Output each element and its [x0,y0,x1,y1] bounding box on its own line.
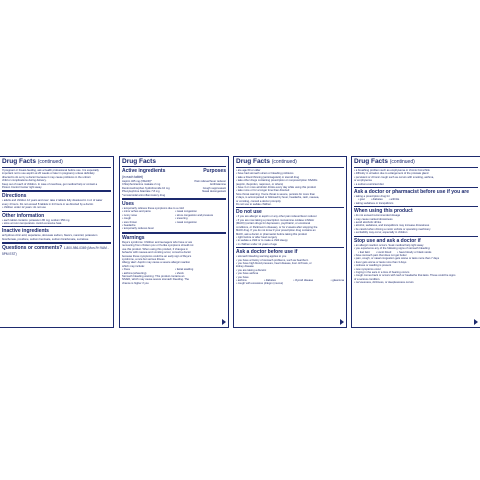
text-line: Poison Control Center right away. [2,186,42,190]
other-information-list [2,219,111,226]
list-item: • ringing in the ears or a loss of hearing occurs [354,270,410,274]
list-item: • new symptoms occur [354,267,381,271]
list-item: • adults and children 12 years and over: take 2 tablets fully dissolved in 4 oz of water [2,199,103,203]
drug-facts-panel-1 [0,156,114,328]
panel-title: Drug Facts (continued) [236,158,344,168]
list-item: or emphysema [354,179,372,183]
list-item: • be careful when driving a motor vehicle or operating machinery [354,227,431,231]
list-item: • minor aches and pains [122,210,151,214]
list-item: • a sodium-restricted diet [354,182,384,186]
list-item: • store at room temperature. Avoid excessive heat. [2,222,63,226]
allergy-list [122,268,226,275]
list-item: • sore throat [122,220,137,224]
stop-use-heading: Stop use and ask a doctor if [354,236,478,244]
stop-use-more [354,254,478,285]
ingredient-name: Dextromethorphan hydrobromide 10 mg [122,186,170,190]
drug-facts-label-strip [0,156,480,328]
inactive-ingredients-heading: Inactive ingredients [2,228,49,235]
active-ingredients-list [122,180,226,194]
drug-facts-panel-2 [119,156,229,328]
arrow-right-icon [474,319,478,325]
list-item: • fever gets worse or lasts more than 3 days [354,260,407,264]
uses-list [122,210,226,227]
questions-phone: 1-800-986-0369 (Mon-Fri 9AM - 5PM EST) [2,246,109,257]
list-item: • you are taking a diuretic [236,268,267,272]
list-item: • vomit blood [375,250,392,254]
text-line: anhydrous citric acid, aspartame, docusate sodium, flavors, mannitol, potassium [2,234,98,238]
list-item: • persistent or chronic cough such as occurs with smoking, asthma, [354,175,434,179]
text-line: behavior with nausea and vomiting occur, consult a doctor [122,251,192,255]
list-item: • right before or after heart surgery [236,235,278,239]
text-line: Keep out of reach of children. In case of overdose, get medical help or contact a [2,182,98,186]
when-using-list [354,214,478,234]
list-item: • may cause marked drowsiness [354,217,393,221]
list-item: • children under 12 years: do not use [2,206,46,210]
text-line: syndrome, a rare but serious illness. [122,257,166,261]
ask-doctor-heading: Ask a doctor before use if [236,247,344,255]
list-item: • stomach bleeding warning applies to you [236,255,287,259]
ingredient-name: Chlorpheniramine maleate 2 mg [122,183,161,187]
questions-section [2,242,111,257]
list-item: • runny nose [122,213,137,217]
do-not-use-list [236,215,344,246]
list-item: MAOI drug. If you do not know if your prescription drug contains an [236,229,316,233]
arrow-right-icon [340,319,344,325]
list-item: • you have asthma [236,272,259,276]
text-line: • take a blood thinning (anticoagulant) or steroid drug [236,175,300,179]
text-line: or vomiting, consult a doctor promptly. [236,199,282,203]
directions-list [2,199,111,209]
panel-title: Drug Facts (continued) [2,158,111,168]
text-line: because these symptoms could be an early sign of Reye's [122,254,192,258]
ingredient-name: Aspirin 325 mg (NSAID)* [122,180,152,183]
list-item: • pain, cough, or nasal congestion gets worse or lasts more than 7 days [354,257,440,261]
directions-heading: Directions [2,190,111,199]
text-line: chance is higher if you [122,281,149,285]
list-item: • nasal congestion [175,220,197,224]
list-item: • avoid alcoholic drinks [354,221,382,225]
list-item: kidney disease [236,265,254,269]
ingredient-purpose: Pain reliever/fever reducer [194,180,226,183]
text-line: Allergy alert: Aspirin may cause a severe allergic reaction [122,261,191,265]
text-line: • have had stomach ulcers or bleeding problems [236,172,294,176]
list-item: • asthma [236,278,247,282]
list-item: • if you are allergic to aspirin or any other pain reliever/fever reducer [236,215,317,219]
list-item: • you have a history of stomach problems, such as heartburn [236,258,309,262]
other-information-heading: Other information [2,211,111,219]
nsaid-footnote: *nonsteroidal anti-inflammatory drug [122,193,166,197]
stomach-bleeding-warning [122,275,226,285]
stop-use-list [354,244,478,251]
list-item: • to sedate a child or to make a child sleepy [236,239,288,243]
text-line: • take more or for a longer time than directed [236,189,290,193]
list-item: • you experience any of the following signs of stomach bleeding: [354,247,431,251]
list-item: • nasal congestion [175,210,197,214]
list-item: • thyroid disease [293,278,314,282]
list-item: • diabetes [370,198,383,202]
uses-intro: • temporarily relieves these symptoms due to a cold: [122,207,185,211]
warnings-text [122,241,226,268]
text-line: directed to do so by a doctor because it may cause problems in the unborn [2,175,91,179]
inactive-ingredients-list [2,234,111,241]
text-line: child or complications during delivery. [2,179,47,183]
uses-fever: • temporarily reduces fever [122,227,155,231]
list-item: • each tablet contains: potassium 80 mg; sodium 356 mg [2,218,70,222]
list-item: • cough [122,217,132,221]
arrow-right-icon [222,319,226,325]
ask-pharmacist-heading: Ask a doctor or pharmacist before use if you are [354,187,478,195]
list-item: • sneezing [175,217,188,221]
panel-title: Drug Facts [122,158,226,167]
ask-pharmacist-last: • taking sedatives or tranquilizers [354,201,394,205]
list-item: • alcohol, sedatives, and tranquilizers may increase drowsiness [354,224,430,228]
text-line: Do not use to sedate children. [236,203,272,207]
list-item: • you have high blood pressure, heart disease, liver cirrhosis, or [236,261,312,265]
list-item: every 4 hours. Do not exceed 8 tablets in 24 hours or as directed by a doctor. [2,202,94,206]
list-item: • gout [358,198,365,202]
list-item: • cough comes back or occurs with rash or headache that lasts. These could be signs [354,274,456,278]
text-line: NSAID, which may cause severe stomach bleeding. The [122,278,190,282]
list-item: • an allergic reaction occurs. Seek medical help right away. [354,243,424,247]
text-line: important not to use aspirin at 20 weeks or later in pregnancy unless definitely [2,172,95,176]
active-ingredients-heading: Purposes Active ingredients (in each tablet) [122,168,226,179]
list-item: • facial swelling [175,268,194,272]
list-item: • feel faint [358,250,370,254]
text-line: bicarbonate, povidone, sodium benzoate, sodium bicarbonate, sucralose [2,237,89,241]
ask-doctor-continued [354,169,478,186]
list-item: MAOI, ask a doctor or pharmacist before taking this product [236,232,307,236]
list-item: • have stomach pain that does not get better [354,253,407,257]
list-item: (MAOI) (certain drugs for depression, psychiatric, or emotional [236,222,311,226]
list-item: • a breathing problem such as emphysema or chronic bronchitis [354,169,430,172]
ingredient-purpose: Antihistamine [209,183,226,187]
list-item: • headache [122,224,136,228]
ingredient-name: Phenylephrine bitartrate 7.8 mg [122,190,160,194]
list-item: • if you are now taking a prescription monoamine oxidase inhibitor [236,218,315,222]
text-line: If pregnant or breast-feeding, ask a health professional before use. It is especially [2,169,99,172]
text-line: recovering from chicken pox or flu-like symptoms should not [122,244,194,248]
text-line: use this product. When using this product, if changes in [122,247,188,251]
list-item: of a serious condition. [354,277,381,281]
list-item: conditions, or Parkinson's disease), or for 2 weeks after stopping the [236,225,318,229]
list-item: • asthma (wheezing) [122,271,147,275]
uses-heading: Uses [122,198,226,207]
list-item: • you have [236,275,249,279]
warnings-continued [236,169,344,206]
text-line: Stomach bleeding warning: This product contains an [122,274,185,278]
list-item: • excitability may occur, especially in children [354,231,408,235]
list-item: • taking a prescription drug for [354,195,390,199]
warnings-heading: Warnings [122,232,226,241]
ingredient-purpose: Cough suppressant [202,186,226,190]
list-item: • difficulty in urination due to enlargement of the prostate gland [354,172,429,176]
questions-heading: Questions or comments? [2,245,63,252]
conditions-last: • cough with excessive phlegm (mucus) [236,282,284,286]
list-item: • do not exceed recommended dosage [354,214,401,218]
pregnancy-warning [2,169,111,189]
do-not-use-heading: Do not use [236,207,344,215]
list-item: • in children under 12 years of age [236,242,277,246]
panel-title: Drug Facts (continued) [354,158,478,168]
list-item: • glaucoma [330,278,344,282]
list-item: • sinus congestion and pressure [175,213,214,217]
list-item: • have bloody or black stools [397,250,432,254]
drug-facts-panel-3 [233,156,347,328]
list-item: • redness or swelling is present [354,264,392,268]
list-item: • nervousness, dizziness, or sleeplessness occurs [354,281,414,285]
list-item: • diabetes [264,278,276,282]
list-item: • shock [175,271,184,275]
text-line: Reye's syndrome: Children and teenagers who have or are [122,240,193,244]
text-line: • are age 60 or older [236,169,261,172]
text-line: • take other drugs containing prescription or nonprescription NSAIDs [236,179,318,183]
text-line: 2 days, is accompanied or followed by fever, headache, rash, nausea, [236,196,320,200]
drug-facts-panel-4 [351,156,480,328]
list-item: • arthritis [388,198,400,202]
purposes-heading: Purposes [203,168,226,174]
text-line: • have 3 or more alcoholic drinks every day while using this product [236,186,316,190]
ingredient-purpose: Nasal decongestant [202,190,226,194]
list-item: • hives [122,268,130,272]
text-line: which may include: [122,264,145,268]
ask-doctor-list [236,255,344,279]
text-line: (aspirin, ibuprofen, naproxen, or others) [236,182,284,186]
text-line: Sore throat warning: If sore throat is severe, persists for more than [236,192,316,196]
when-using-heading: When using this product [354,206,478,214]
